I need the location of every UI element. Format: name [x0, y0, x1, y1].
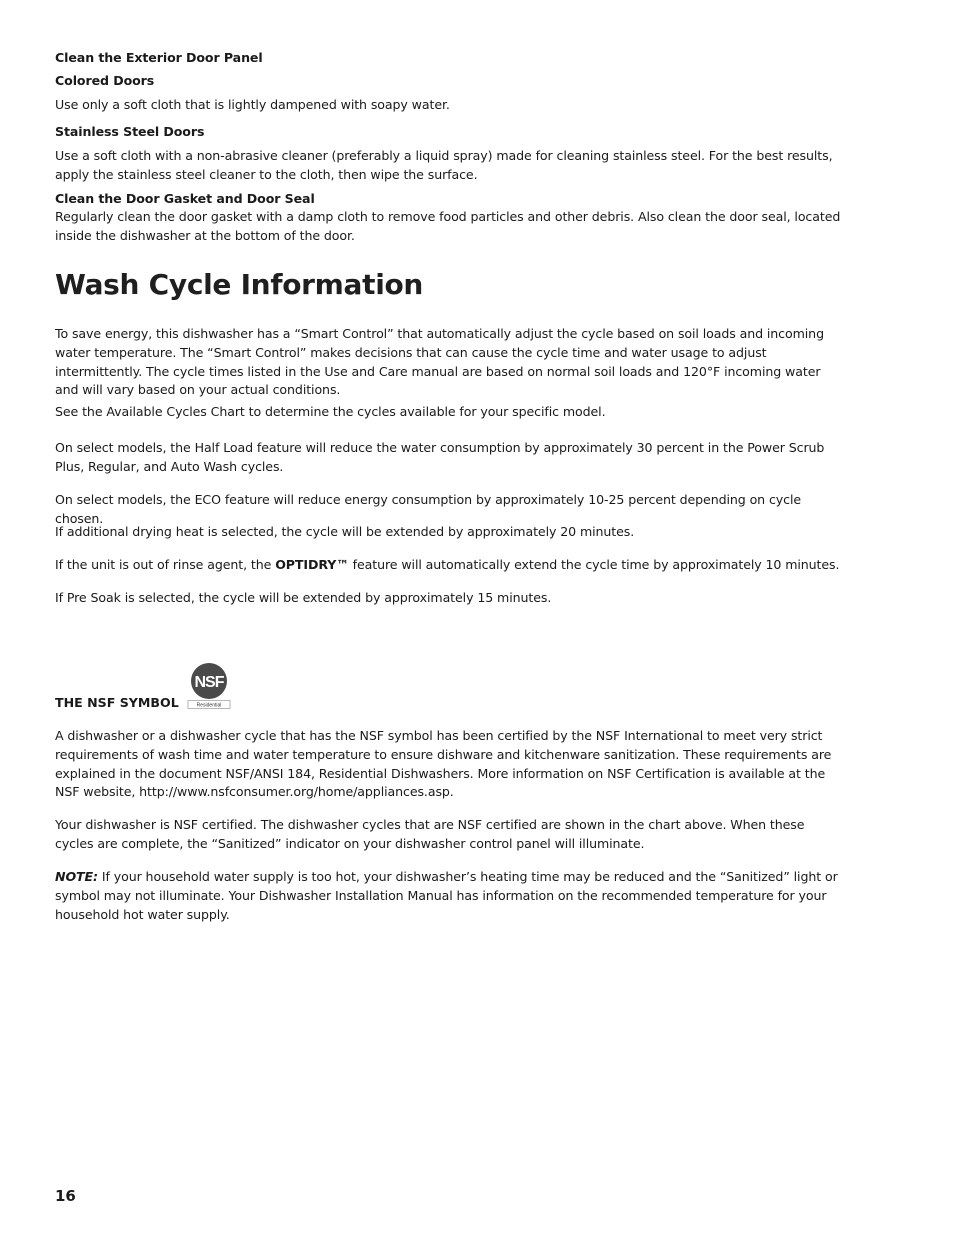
nsf-certified-text: A dishwasher or a dishwasher cycle that has the NSF symbol has been certified by the NSF International to meet very strict requirements of wash time and water temperature to ensure dishware and kitchenware sanitization. These requirements are explained in the document NSF/ANSI 184, Residential Dishwashers. More information on NSF Certification is available at the NSF website, http://www.nsfconsumer.org/home/appliances.asp.	[55, 728, 832, 800]
heading-door-gasket: Clean the Door Gasket and Door Seal	[55, 191, 315, 206]
optidry-text	[55, 556, 845, 575]
nsf-logo-sub: Residential	[196, 702, 222, 709]
note-body: If your household water supply is too hot, your dishwasher’s heating time may be reduced and the “Sanitized” light or symbol may not illuminate. Your Dishwasher Installation Manual has information on the recommended temperature for your household hot water supply.	[55, 869, 838, 922]
nsf-logo	[187, 662, 231, 710]
nsf-symbol-heading: THE NSF SYMBOL	[55, 695, 179, 710]
optidry-brand: OPTIDRY™	[275, 557, 349, 572]
half-load-text: On select models, the Half Load feature will reduce the water consumption by approximately 30 percent in the Power Scrub Plus, Regular, and Auto Wash cycles.	[55, 440, 825, 474]
page-title: Wash Cycle Information	[55, 268, 424, 301]
optidry-post: feature will automatically extend the cycle time by approximately 10 minutes.	[348, 557, 840, 572]
heading-colored-doors: Colored Doors	[55, 73, 155, 88]
drying-text: If additional drying heat is selected, the cycle will be extended by approximately 20 minutes.	[55, 524, 635, 539]
see-chart-text: See the Available Cycles Chart to determine the cycles available for your specific model.	[55, 404, 606, 419]
smart-control-text: To save energy, this dishwasher has a “Smart Control” that automatically adjust the cycle based on soil loads and incoming water temperature. The “Smart Control” makes decisions that can cause the cycle time and water usage to adjust intermittently. The cycle times listed in the Use and Care manual are based on normal soil loads and 120°F incoming water and will vary based on your actual conditions.	[55, 326, 824, 398]
page-number: 16	[55, 1187, 76, 1205]
eco-text: On select models, the ECO feature will reduce energy consumption by approximately 10-25 percent depending on cycle chosen.	[55, 492, 802, 526]
note-label: NOTE:	[55, 869, 98, 884]
heading-clean-exterior: Clean the Exterior Door Panel	[55, 50, 263, 65]
optidry-pre: If the unit is out of rinse agent, the	[55, 557, 276, 572]
colored-doors-text: Use only a soft cloth that is lightly dampened with soapy water.	[55, 97, 450, 112]
presoak-text: If Pre Soak is selected, the cycle will be extended by approximately 15 minutes.	[55, 590, 552, 605]
door-gasket-text: Regularly clean the door gasket with a damp cloth to remove food particles and other debris. Also clean the door seal, located inside the dishwasher at the bottom of the door.	[55, 209, 841, 243]
nsf-your-dishwasher-text: Your dishwasher is NSF certified. The dishwasher cycles that are NSF certified are shown in the chart above. When these cycles are complete, the “Sanitized” indicator on your dishwasher control panel will illuminate.	[55, 817, 805, 851]
heading-stainless-doors: Stainless Steel Doors	[55, 124, 205, 139]
stainless-doors-text: Use a soft cloth with a non-abrasive cleaner (preferably a liquid spray) made for cleaning stainless steel. For the best results, apply the stainless steel cleaner to the cloth, then wipe the surface.	[55, 148, 833, 182]
nsf-note-text	[55, 868, 845, 924]
nsf-logo-text: NSF	[194, 674, 224, 691]
